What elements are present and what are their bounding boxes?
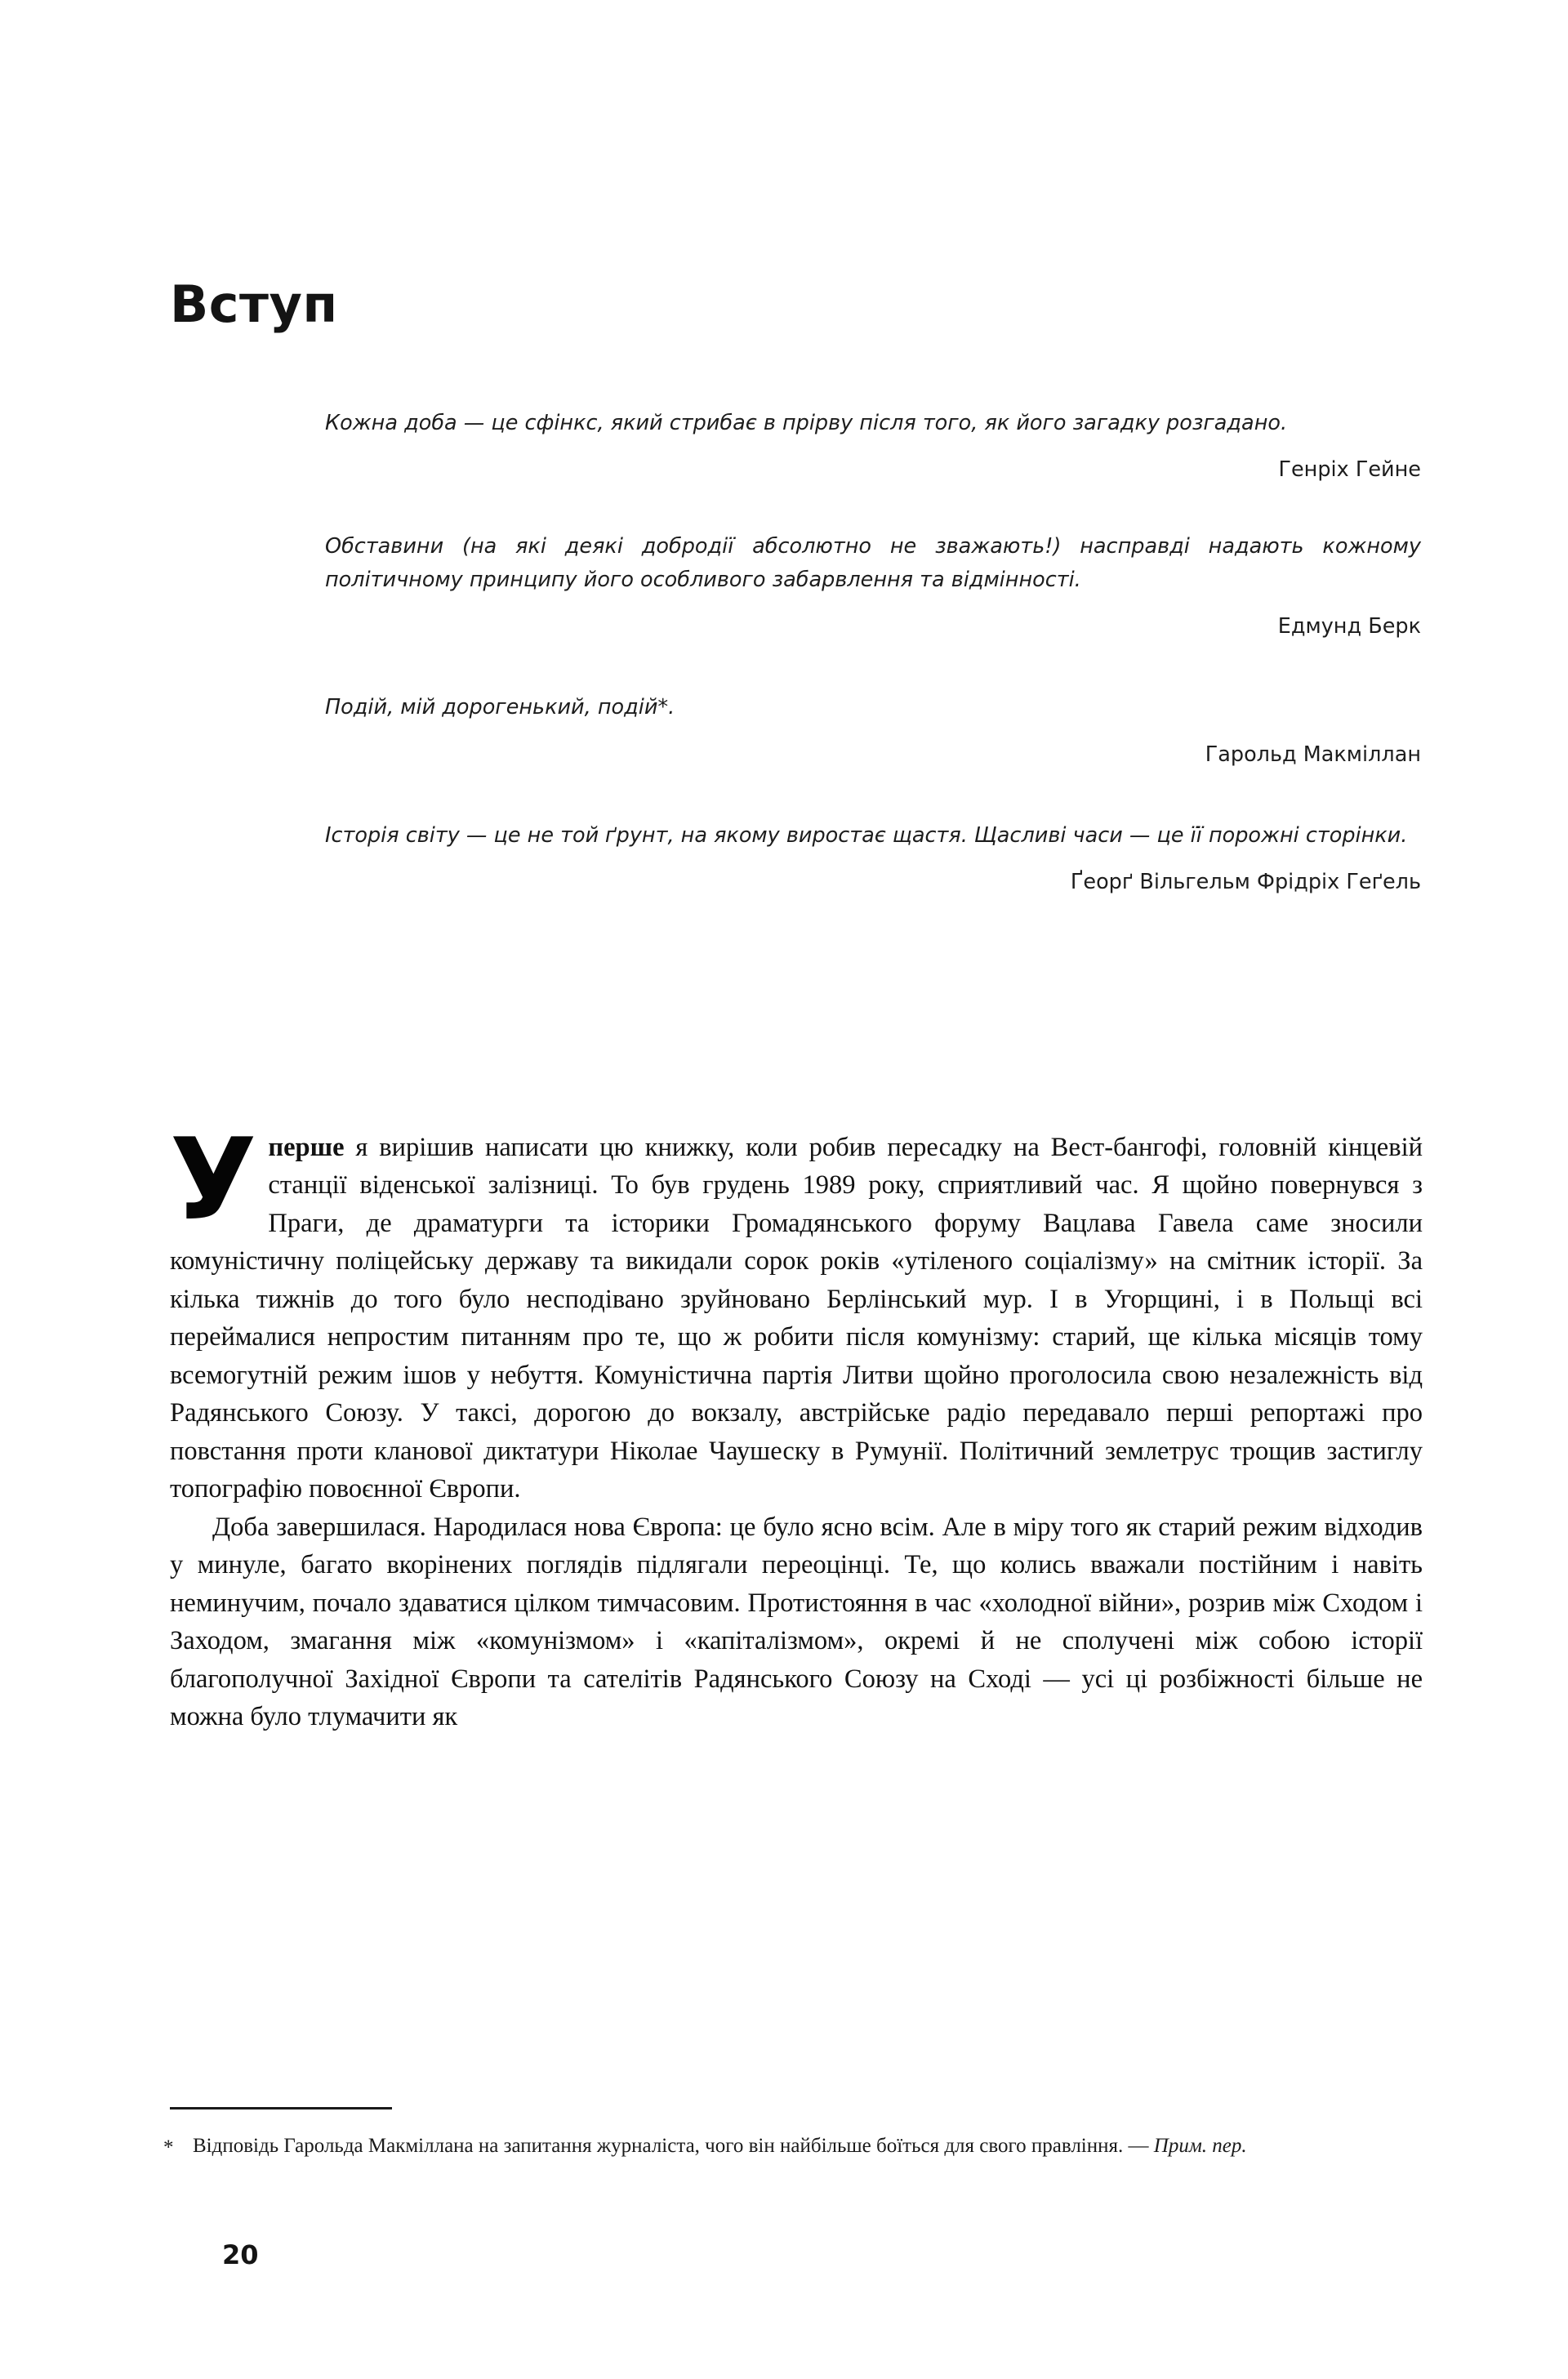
epigraph-1-text: Кожна доба — це сфінкс, який стрибає в прірву після того, як його загадку розгадано. [325,411,1288,435]
body-text [170,1114,1423,1736]
drop-cap: У [170,1114,257,1245]
epigraph-2 [325,530,1421,644]
paragraph-2-text: Доба завершилася. Народилася нова Європа: це було ясно всім. Але в міру того як старий режим відходив у минуле, багато вкорінених поглядів підлягали переоцінці. Те, що колись вважали постійним і навіть неминучим, почало здаватися цілком тимчасовим. Протистояння в час «холодної війни», розрив між Сходом і Заходом, змагання між «комунізмом» і «капіталізмом», окремі й не сполучені між собою історії благополучної Західної Європи та сателітів Радянського Союзу на Сході — усі ці розбіжності більше не можна було тлумачити як [170,1512,1423,1732]
epigraph-2-attribution: Едмунд Берк [1277,614,1421,639]
epigraph-4 [325,819,1421,900]
paragraph-1-text: я вирішив написати цю книжку, коли робив пересадку на Вест-бангофі, головній кінцевій станції віденської залізниці. То був грудень 1989 року, сприятливий час. Я щойно повернувся з Праги, де драматурги та історики Громадянського форуму Вацлава Гавела саме зносили комуністичну поліцейську державу та викидали сорок років «утіленого соціалізму» на смітник історії. За кілька тижнів до того було несподівано зруйновано Берлінський мур. І в Угорщині, і в Польщі всі переймалися непростим питанням про те, що ж робити після комунізму: старий, ще кілька місяців тому всемогутній режим ішов у небуття. Комуністична партія Литви щойно проголосила свою незалежність від Радянського Союзу. У таксі, дорогою до вокзалу, австрійське радіо передавало перші репортажі про повстання проти кланової диктатури Ніколае Чаушеску в Румунії. Політичний землетрус трощив застиглу топографію повоєнної Європи. [170,1133,1423,1504]
lead-in-text: перше [268,1133,345,1162]
epigraph-group [325,407,1421,900]
page-number: 20 [222,2239,259,2270]
footnote [163,2107,1423,2162]
epigraph-3-attribution: Гарольд Макміллан [1205,742,1421,767]
footnote-body [163,2131,1423,2162]
epigraph-1 [325,407,1421,488]
page-title: Вступ [170,274,338,334]
epigraph-1-attribution: Генріх Гейне [1278,457,1421,483]
footnote-source: Прим. пер. [1153,2135,1247,2157]
footnote-separator-rule [170,2107,392,2109]
epigraph-4-text: Історія світу — це не той ґрунт, на якому виростає щастя. Щасливі часи — це її порожні сторінки. [325,823,1408,849]
epigraph-2-text: Обставини (на які деякі добродії абсолютно не зважають!) насправді надають кожному політичному принципу його особливого забарвлення та відмінності. [325,533,1421,592]
paragraph-2 [170,1508,1423,1736]
epigraph-3-text: Подій, мій дорогенький, подій*. [325,695,675,720]
epigraph-3 [325,691,1421,772]
paragraph-1 [170,1114,1423,1508]
epigraph-4-attribution: Ґеорґ Вільгельм Фрідріх Геґель [1070,870,1421,895]
footnote-text: Відповідь Гарольда Макміллана на запитання журналіста, чого він найбільше боїться для свого правління. — [193,2135,1154,2157]
footnote-marker: * [163,2136,174,2158]
